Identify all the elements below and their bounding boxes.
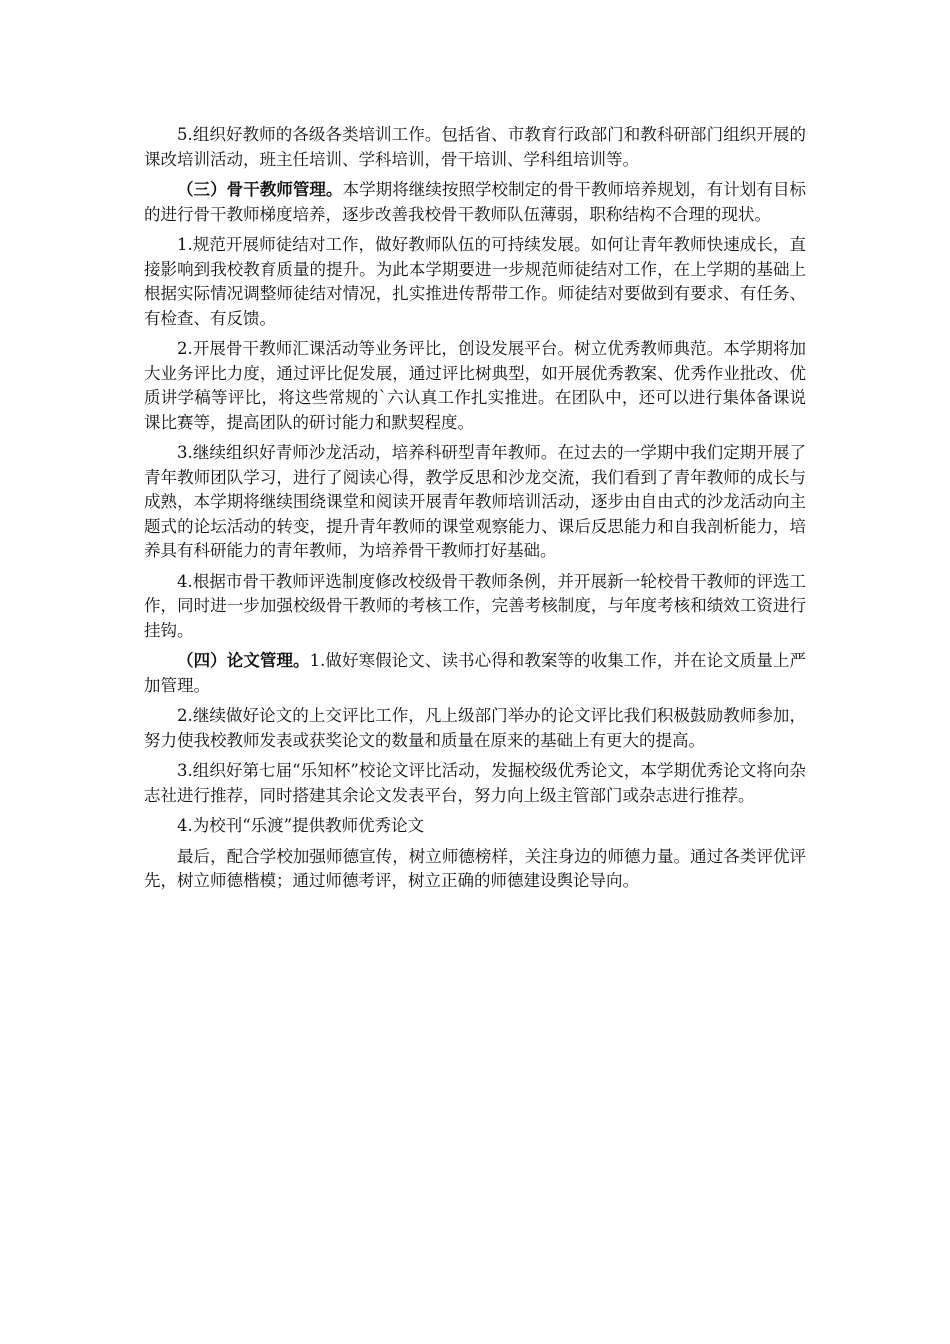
paragraph-text: 2.开展骨干教师汇课活动等业务评比，创设发展平台。树立优秀教师典范。本学期将加大业务评比力度，通过评比促发展，通过评比树典型，如开展优秀教案、优秀作业批改、优质讲学稿等评比，将这些常规的`六认真工作扎实推进。在团队中，还可以进行集体备课说课比赛等，提高团队的研讨能力和默契程度。 [144, 339, 806, 432]
paragraph-conclusion [144, 845, 806, 894]
paragraph-paper-competition [144, 759, 806, 808]
paragraph-text: 3.组织好第七届“乐知杯”校论文评比活动，发掘校级优秀论文，本学期优秀论文将向杂志社进行推荐，同时搭建其余论文发表平台，努力向上级主管部门或杂志进行推荐。 [144, 761, 806, 805]
section-heading: （四）论文管理。 [177, 651, 310, 670]
paragraph-text: 3.继续组织好青师沙龙活动，培养科研型青年教师。在过去的一学期中我们定期开展了青年教师团队学习，进行了阅读心得，教学反思和沙龙交流，我们看到了青年教师的成长与成熟，本学期将继续围绕课堂和阅读开展青年教师培训活动，逐步由自由式的沙龙活动向主题式的论坛活动的转变，提升青年教师的课堂观察能力、课后反思能力和自我剖析能力，培养具有科研能力的青年教师，为培养骨干教师打好基础。 [144, 443, 806, 560]
paragraph-training [144, 123, 806, 172]
section-heading: （三）骨干教师管理。 [177, 180, 343, 199]
paragraph-text: 4.根据市骨干教师评选制度修改校级骨干教师条例，并开展新一轮校骨干教师的评选工作，同时进一步加强校级骨干教师的考核工作，完善考核制度，与年度考核和绩效工资进行挂钩。 [144, 571, 806, 640]
paragraph-selection [144, 570, 806, 644]
paragraph-text: 1.做好寒假论文、读书心得和教案等的收集工作，并在论文质量上严加管理。 [144, 651, 807, 695]
paragraph-salon [144, 441, 806, 564]
paragraph-mentoring [144, 233, 806, 331]
paragraph-text: 5.组织好教师的各级各类培训工作。包括省、市教育行政部门和教科研部门组织开展的课改培训活动，班主任培训、学科培训，骨干培训、学科组培训等。 [144, 125, 806, 169]
paragraph-school-journal [144, 814, 806, 839]
paragraph-text: 1.规范开展师徒结对工作，做好教师队伍的可持续发展。如何让青年教师快速成长，直接影响到我校教育质量的提升。为此本学期要进一步规范师徒结对工作，在上学期的基础上根据实际情况调整师徒结对情况，扎实推进传帮带工作。师徒结对要做到有要求、有任务、有检查、有反馈。 [144, 235, 806, 328]
document-page [144, 123, 806, 900]
paragraph-text: 4.为校刊“乐渡”提供教师优秀论文 [177, 816, 425, 835]
paragraph-text: 2.继续做好论文的上交评比工作，凡上级部门举办的论文评比我们积极鼓励教师参加，努力使我校教师发表或获奖论文的数量和质量在原来的基础上有更大的提高。 [144, 706, 806, 750]
paragraph-paper-management [144, 649, 806, 698]
paragraph-text: 本学期将继续按照学校制定的骨干教师培养规划，有计划有目标的进行骨干教师梯度培养，逐步改善我校骨干教师队伍薄弱，职称结构不合理的现状。 [144, 180, 807, 224]
paragraph-backbone-teacher-management [144, 178, 806, 227]
paragraph-evaluation [144, 337, 806, 435]
paragraph-paper-submission [144, 704, 806, 753]
paragraph-text: 最后，配合学校加强师德宣传，树立师德榜样，关注身边的师德力量。通过各类评优评先，树立师德楷模；通过师德考评，树立正确的师德建设舆论导向。 [144, 846, 806, 890]
